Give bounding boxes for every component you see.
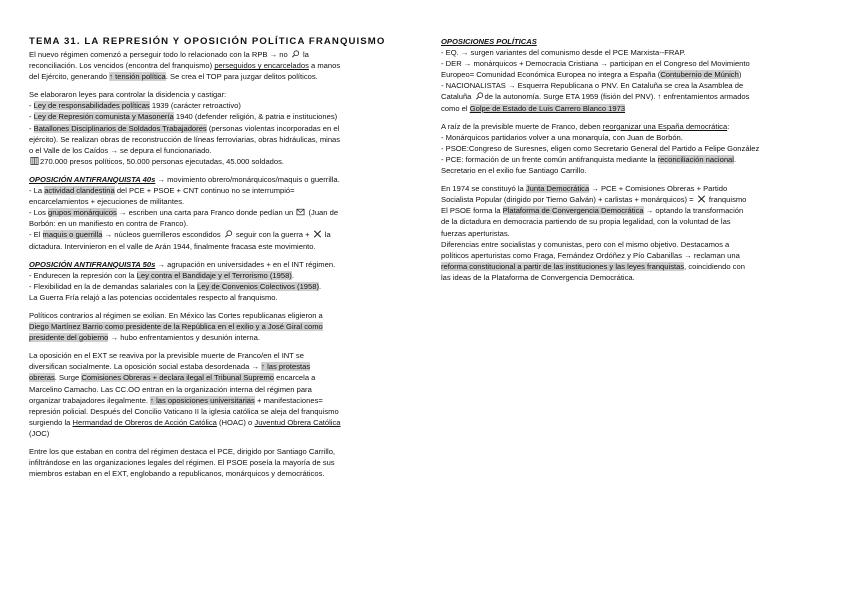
franco-death-paragraph: A raíz de la previsible muerte de Franco, deben reorganizar una España democrática: - Monárquicos partidarios volver a una monarquía, con Juan de Borbón. - PSOE:Congreso de Suresnes, eligen como Secretario General del Partido a Felipe González - PCE: formación de un frente común antifranquista mediante la reconciliación nacional. Secretario en el exilio fue Santiago Carrillo. [441,121,760,176]
political-opposition: OPOSICIONES POLÍTICAS - EQ. → surgen variantes del comunismo desde el PCE Marxista--FRAP. - DER → monárquicos + Democracia Cristiana → participan en el Congreso del Movimiento Europeo= Comunidad Económica Europea no integra a España (Contubernio de Múnich) - NACIONALISTAS → Esquerra Republicana o PNV. En Cataluña se crea la Asamblea de Cataluña de la autonomía. Surge ETA 1959 (fisión del PNV). ↑ enfrentamientos armados como el Golpe de Estado de Luis Carrero Blanco 1973 [441,37,750,113]
prison-icon [30,157,39,165]
search-icon [224,230,233,238]
opposition-50s: OPOSICIÓN ANTIFRANQUISTA 50s → agrupación en universidades + en el INT régimen. - Endurecen la represión con la Ley contra el Bandidaje y el Terrorismo (1958). - Flexibilidad en la de demandas salariales con la Ley de Convenios Colectivos (1958). La Guerra Fría relajó a las potencias occidentales respecto al franquismo. [29,259,336,302]
page-title: TEMA 31. LA REPRESIÓN Y OPOSICIÓN POLÍTICA FRANQUISMO [29,36,386,47]
cross-icon [697,195,706,203]
left-column [29,36,412,486]
exile-paragraph: Políticos contrarios al régimen se exilian. En México las Cortes republicanas eligieron a Diego Martínez Barrio como presidente de la República en el exilio y a José Giral como presidente del gobierno → hubo enfrentamientos y desunión interna. [29,310,323,343]
opposition-40s: OPOSICIÓN ANTIFRANQUISTA 40s → movimiento obrero/monárquicos/maquis o guerrilla. - La actividad clandestina del PCE + PSOE + CNT continuo no se interrumpió= encarcelamientos + ejecuciones de militantes. - Los grupos monárquicos → escriben una carta para Franco donde pedían un (Juan de Borbón: en un manifiesto en contra de Franco). - El maquis o guerrilla → núcleos guerrilleros escondidos seguir con la guerra + la dictadura. Intervinieron en el valle de Arán 1944, finalmente fracasa este movimiento. [29,174,340,251]
laws-paragraph: Se elaboraron leyes para controlar la disidencia y castigar: - Ley de responsabilidades políticas 1939 (carácter retroactivo) - Ley de Represión comunista y Masonería 1940 (defender religión, & patria e instituciones) - Batallones Disciplinarios de Soldados Trabajadores (personas violentas incorporadas en el ejército). Se realizan obras de reconstrucción de líneas ferroviarias, obras hidráulicas, minas o el Valle de los Caídos → se depura el funcionariado. 270.000 presos políticos, 50.000 personas ejecutadas, 45.000 soldados. [29,90,341,166]
exterior-paragraph: La oposición en el EXT se reaviva por la previsible muerte de Franco/en el INT se diversifican socialmente. La oposición social estaba desordenada → ↑ las protestas obreras. Surge Comisiones Obreras + declara ilegal el Tribunal Supremo encarcela a Marcelino Camacho. Las CC.OO entran en la organización interna del régimen para organizar trabajadores ilegalmente. ↑ las oposiciones universitarias + manifestaciones= represión policial. Después del Concilio Vaticano II la iglesia católica se aleja del franquismo surgiendo la Hermandad de Obreros de Acción Católica (HOAC) o Juventud Obrera Católica (JOC) [29,351,341,438]
cross-icon [313,230,322,238]
search-icon [475,92,484,100]
right-column [441,36,827,290]
intro-paragraph: El nuevo régimen comenzó a perseguir todo lo relacionado con la RPB → no la reconciliación. Los vencidos (encontra del franquismo) perseguidos y encarcelados a manos del Ejército, generando ↑ tensión política. Se crea el TOP para juzgar delitos políticos. [29,50,341,82]
letter-icon [296,208,305,216]
search-icon [291,50,300,58]
pce-paragraph: Entre los que estaban en contra del régimen destaca el PCE, dirigido por Santiago Carrillo, infiltrándose en las organizaciones legales del régimen. El PSOE poseía la mayoría de sus miembros estaban en el EXT, englobando a republicanos, monárquicos y democráticos. [29,447,336,479]
junta-paragraph: En 1974 se constituyó la Junta Democrática → PCE + Comisiones Obreras + Partido Socialista Popular (dirigido por Tierno Galván) + carlistas + monárquicos) = franquismo El PSOE forma la Plataforma de Convergencia Democrática → optando la transformación de la dictadura en democracia partiendo de su propia legalidad, con la voluntad de las fuerzas aperturistas. Diferencias entre socialistas y comunistas, pero con el mismo objetivo. Destacamos a políticos aperturistas como Fraga, Fernández Ordóñez y Pío Cabanillas → reclaman una reforma constitucional a partir de las instituciones y las leyes franquistas, coincidiendo con las ideas de la Plataforma de Convergencia Democrática. [441,184,747,282]
